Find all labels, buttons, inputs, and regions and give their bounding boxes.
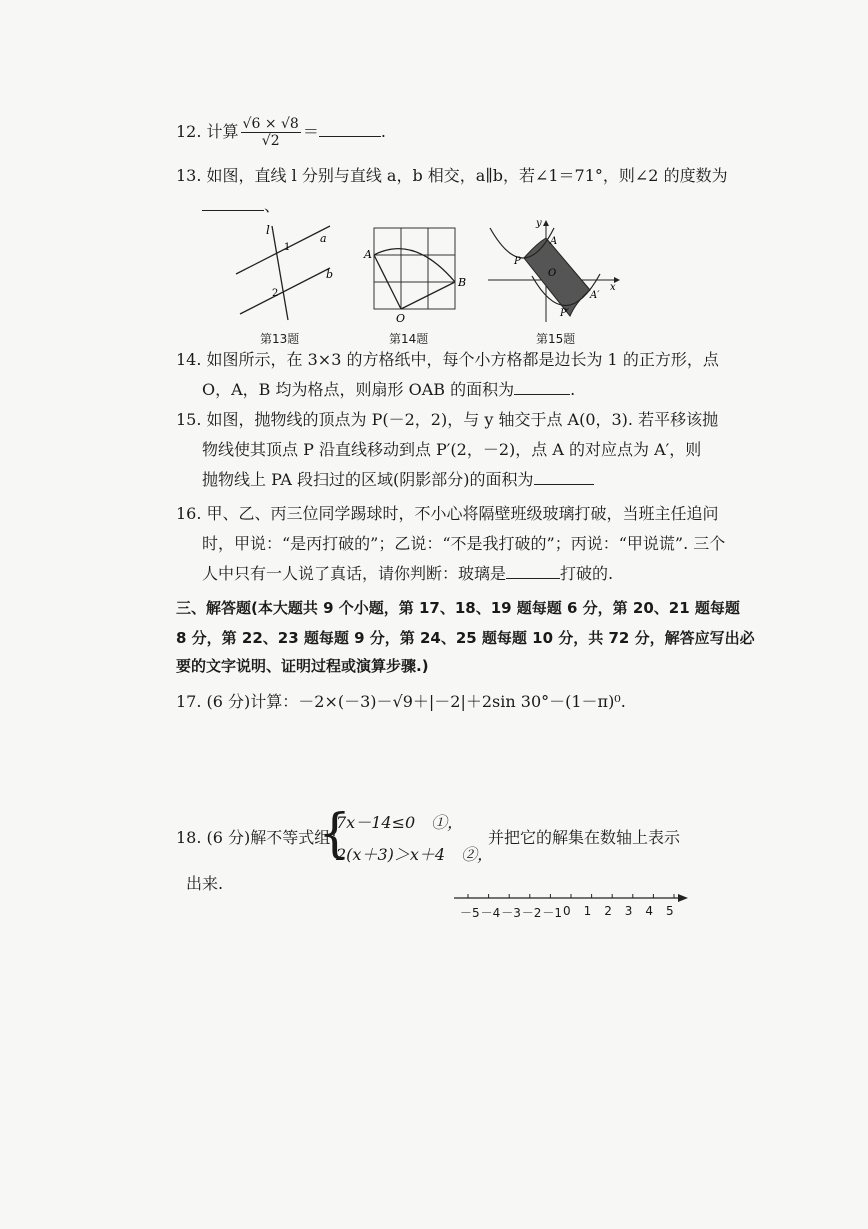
question-15-line2: 物线使其顶点 P 沿直线移动到点 P′(2，－2)，点 A 的对应点为 A′，则 bbox=[202, 440, 702, 459]
fig13-angle-1: 1 bbox=[284, 242, 291, 253]
fig14-label-A: A bbox=[364, 248, 372, 261]
number-line-label: 1 bbox=[583, 904, 592, 918]
question-13-line1: 13. 如图，直线 l 分别与直线 a，b 相交，a∥b，若∠1＝71°，则∠2 的度数为 bbox=[176, 166, 728, 185]
question-14-line2 bbox=[202, 376, 575, 404]
q12-prefix: 12. 计算 bbox=[176, 122, 239, 141]
number-line-label: －5 bbox=[460, 906, 480, 920]
figure-13 bbox=[230, 218, 340, 324]
number-line-label: －2 bbox=[521, 906, 542, 920]
figure-15 bbox=[484, 218, 624, 326]
fig14-label-B: B bbox=[458, 276, 467, 289]
answer-blank-15[interactable] bbox=[534, 466, 594, 485]
fig13-label-b: b bbox=[326, 268, 334, 281]
q13-end: 、 bbox=[264, 196, 281, 215]
question-14-line1: 14. 如图所示，在 3×3 的方格纸中，每个小方格都是边长为 1 的正方形，点 bbox=[176, 350, 719, 369]
question-17: 17. (6 分)计算：－2×(－3)－√9＋|－2|＋2sin 30°－(1－π)⁰. bbox=[176, 692, 626, 711]
answer-blank-16[interactable] bbox=[506, 560, 560, 579]
question-13-line2 bbox=[202, 192, 280, 220]
fig13-label-l: l bbox=[266, 223, 270, 237]
q14-line2-text: O，A，B 均为格点，则扇形 OAB 的面积为 bbox=[202, 380, 515, 399]
number-line-label: 2 bbox=[604, 904, 612, 918]
section-3-line2: 8 分，第 22、23 题每题 9 分，第 24、25 题每题 10 分，共 72 分，解答应写出必 bbox=[176, 629, 755, 647]
q12-numerator: √6 × √8 bbox=[242, 116, 299, 132]
question-18-line2: 出来. bbox=[186, 874, 224, 893]
q15-line3-text: 抛物线上 PA 段扫过的区域(阴影部分)的面积为 bbox=[202, 470, 534, 489]
number-line-label: 3 bbox=[624, 904, 633, 918]
fig15-label-P-prime: P′ bbox=[560, 308, 569, 319]
caption-fig15: 第15题 bbox=[536, 332, 576, 346]
fig15-label-A-prime: A′ bbox=[590, 290, 600, 301]
question-12 bbox=[176, 116, 386, 149]
fig15-label-P: P bbox=[514, 256, 521, 267]
fig13-angle-2: 2 bbox=[272, 288, 279, 299]
figure-14 bbox=[362, 222, 472, 326]
answer-blank-14[interactable] bbox=[514, 376, 570, 395]
fig13-label-a: a bbox=[320, 232, 327, 245]
inequality-1: 7x－14≤0 ①， bbox=[336, 813, 464, 832]
fig15-label-x: x bbox=[610, 282, 616, 293]
number-line-label: －4 bbox=[480, 906, 501, 920]
number-line-label: 0 bbox=[563, 904, 571, 918]
question-15-line1: 15. 如图，抛物线的顶点为 P(－2，2)，与 y 轴交于点 A(0，3). 若平移该抛 bbox=[176, 410, 719, 429]
q16-line3a: 人中只有一人说了真话，请你判断：玻璃是 bbox=[202, 564, 507, 583]
q12-fraction bbox=[241, 116, 301, 149]
number-line-label: －1 bbox=[542, 906, 563, 920]
q12-equals: ＝ bbox=[302, 122, 319, 141]
fig15-label-O: O bbox=[548, 268, 557, 279]
q12-end: . bbox=[380, 122, 386, 141]
question-15-line3 bbox=[202, 466, 594, 494]
section-3-line3: 要的文字说明、证明过程或演算步骤.) bbox=[176, 657, 429, 675]
number-line-label: －3 bbox=[501, 906, 521, 920]
q14-end: . bbox=[570, 380, 576, 399]
answer-blank-12[interactable] bbox=[319, 118, 381, 137]
question-18-suffix: 并把它的解集在数轴上表示 bbox=[488, 828, 681, 847]
answer-blank-13[interactable] bbox=[202, 192, 264, 211]
question-16-line2: 时，甲说：“是丙打破的”；乙说：“不是我打破的”；丙说：“甲说谎”. 三个 bbox=[202, 534, 726, 553]
caption-fig13: 第13题 bbox=[260, 332, 300, 346]
question-16-line3 bbox=[202, 560, 613, 588]
fig15-label-A: A bbox=[550, 236, 558, 247]
fig14-label-O: O bbox=[396, 312, 406, 325]
section-3-line1: 三、解答题(本大题共 9 个小题，第 17、18、19 题每题 6 分，第 20、21 题每题 bbox=[176, 599, 740, 617]
question-18-prefix: 18. (6 分)解不等式组： bbox=[176, 828, 347, 847]
system-brace: { bbox=[318, 804, 352, 864]
question-16-line1: 16. 甲、乙、丙三位同学踢球时，不小心将隔壁班级玻璃打破，当班主任追问 bbox=[176, 504, 719, 523]
q12-denominator: √2 bbox=[261, 133, 280, 149]
inequality-2: 2(x＋3)＞x＋4 ②， bbox=[336, 845, 494, 864]
fig15-label-y: y bbox=[536, 218, 542, 229]
number-line-label: 4 bbox=[645, 904, 654, 918]
caption-fig14: 第14题 bbox=[389, 332, 429, 346]
q16-line3b: 打破的. bbox=[560, 564, 614, 583]
number-line-label: 5 bbox=[666, 904, 674, 918]
